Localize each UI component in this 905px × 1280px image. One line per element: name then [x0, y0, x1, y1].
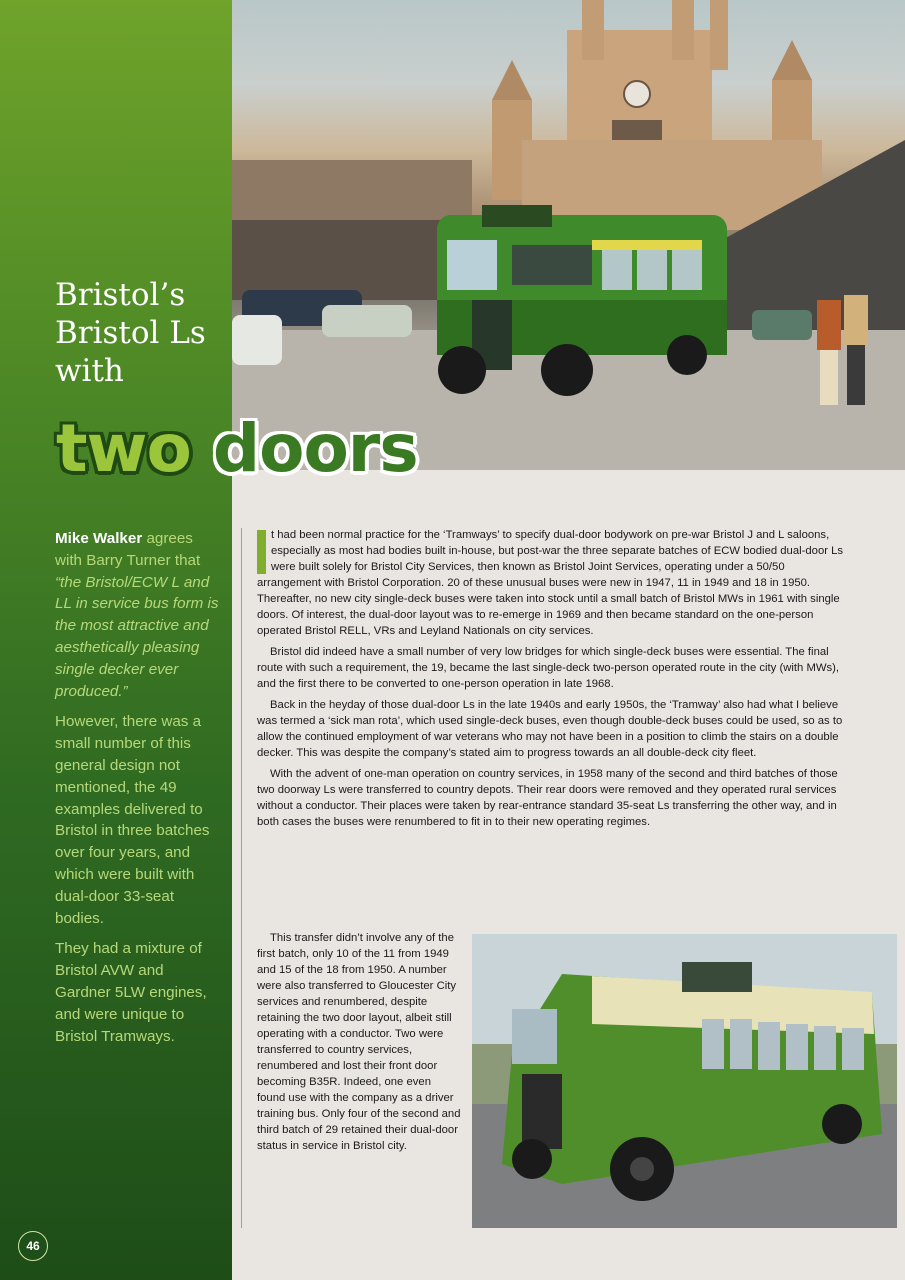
body-paragraph-2: Bristol did indeed have a small number of very low bridges for which single-deck buses were essential. The final route with such a requirement, the 19, became the last single-deck two-person operated route in the city (with MWs), and the first there to be converted to one-person operation in late 1968. [257, 646, 840, 690]
article-headline: Bristol’s Bristol Ls with [55, 277, 206, 389]
body-paragraph-1-text: t had been normal practice for the ‘Tramways’ to specify dual-door bodywork on pre-war Bristol J and L saloons, especially as most had bodies built in-house, but post-war the three separate batches of ECW bodied dual-door Ls were built solely for Bristol City Services, then known as Bristol Joint Services, operating under a 50/50 arrangement with Bristol Corporation. 20 of these unusual buses were new in 1947, 11 in 1949 and 18 in 1950. Thereafter, no new city single-deck buses were taken into stock until a small batch of Bristol MWs in 1961 with single doors. Of interest, the dual-door layout was to re-emerge in 1969 and then became standard on the one-person operated Bristol RELL, VRs and Leyland Nationals on city services. [257, 529, 844, 637]
article-title [56, 404, 418, 494]
hero-illustration [232, 0, 905, 470]
intro-paragraph-3: They had a mixture of Bristol AVW and Gardner 5LW engines, and were unique to Bristol Tramways. [55, 940, 207, 1045]
intro-quote: “the Bristol/ECW L and LL in service bus form is the most attractive and aesthetically pleasing single decker ever produced.” [55, 573, 219, 700]
title-word-doors: doors [212, 410, 418, 487]
article-body [257, 527, 850, 835]
photo-preserved-bus [472, 934, 897, 1228]
body-paragraph-3: Back in the heyday of those dual-door Ls in the late 1940s and early 1950s, the ‘Tramway’ also had what I believe was termed a ‘sick man rota’, which used single-deck buses, even though double-deck buses could be used, so as to allow the continued employment of war veterans who may not have been in a position to climb the stairs on a double decker. This was despite the company’s stated aim to progress towards an all double-deck city fleet. [257, 699, 843, 759]
body-paragraph-4: With the advent of one-man operation on country services, in 1958 many of the second and third batches of those two doorway Ls were transferred to country depots. Their rear doors were removed and they operated rural services without a conductor. Their places were taken by rear-entrance standard 35-seat Ls transferring the other way, and in both cases the buses were renumbered to fit in to their new operating regimes. [257, 768, 838, 828]
hero-photo-temple-meads-bus [232, 0, 905, 470]
column-rule [241, 528, 242, 1228]
intro-standfirst [55, 528, 221, 1056]
intro-lead: agrees with Barry Turner that [55, 530, 201, 569]
preserved-bus-illustration [472, 934, 897, 1228]
body-paragraph-5: This transfer didn’t involve any of the first batch, only 10 of the 11 from 1949 and 15 of the 18 from 1950. A number were also transferred to Gloucester City services and renumbered, despite retaining the two door layout, albeit still operating with a conductor. Two were transferred to country services, renumbered and lost their front door becoming B35R. Indeed, one even found use with the company as a driver training bus. Only four of the second and third batch of 29 retained their dual-door status in service in Bristol city. [257, 932, 461, 1152]
intro-paragraph-1 [55, 528, 221, 702]
title-word-two: two [56, 410, 191, 487]
author-name: Mike Walker [55, 530, 143, 547]
intro-paragraph-2: However, there was a small number of this general design not mentioned, the 49 examples delivered to Bristol in three batches over four years, and which were built with dual-door 33-seat bodies. [55, 713, 210, 927]
drop-cap: I [257, 530, 266, 574]
body-paragraph-1 [257, 527, 850, 639]
page-number: 46 [18, 1231, 48, 1261]
